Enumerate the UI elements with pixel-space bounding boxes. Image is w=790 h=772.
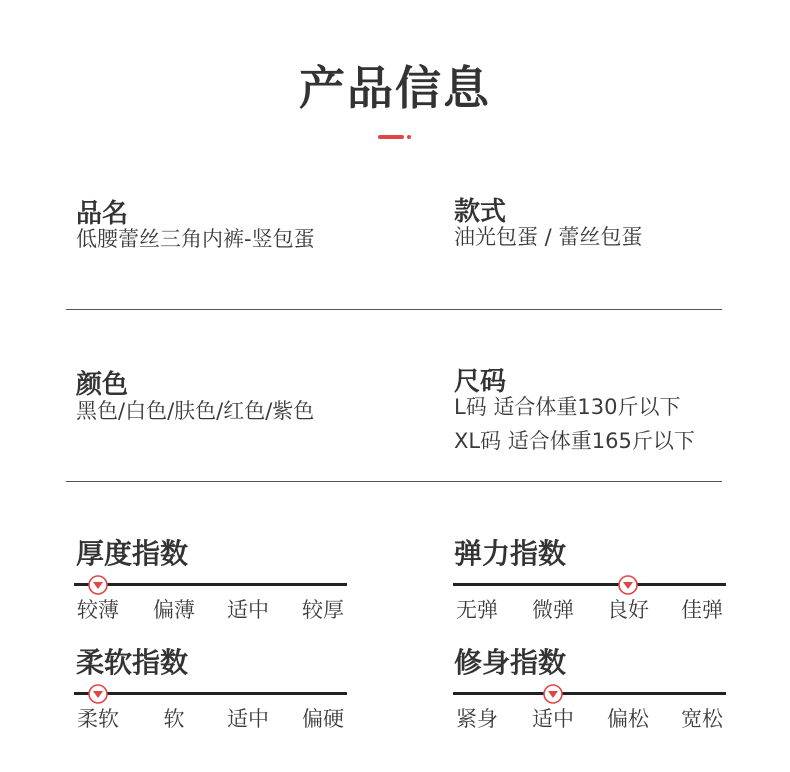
elasticity-index-bar bbox=[453, 583, 726, 586]
style-label: 款式 bbox=[454, 197, 507, 227]
size-value-l: L码 适合体重130斤以下 bbox=[454, 395, 681, 419]
softness-option: 软 bbox=[163, 707, 185, 731]
elasticity-option: 无弹 bbox=[456, 598, 498, 622]
elasticity-option: 良好 bbox=[607, 598, 649, 622]
thickness-option: 较厚 bbox=[302, 598, 344, 622]
thickness-option: 较薄 bbox=[77, 598, 119, 622]
softness-option: 偏硬 bbox=[302, 707, 344, 731]
check-marker-icon bbox=[88, 684, 108, 704]
check-marker-icon bbox=[88, 575, 108, 595]
product-name-value: 低腰蕾丝三角内裤-竖包蛋 bbox=[76, 227, 315, 251]
color-value: 黑色/白色/肤色/红色/紫色 bbox=[76, 399, 315, 423]
title-underline-dot bbox=[407, 135, 411, 139]
elasticity-option: 微弹 bbox=[532, 598, 574, 622]
fit-option: 偏松 bbox=[607, 707, 649, 731]
fit-option: 紧身 bbox=[456, 707, 498, 731]
fit-index-title: 修身指数 bbox=[454, 646, 567, 679]
fit-index-bar bbox=[453, 692, 726, 695]
title-underline-accent bbox=[378, 135, 404, 139]
softness-option: 柔软 bbox=[77, 707, 119, 731]
elasticity-index-title: 弹力指数 bbox=[454, 537, 567, 570]
section-divider bbox=[66, 481, 722, 482]
size-label: 尺码 bbox=[454, 367, 507, 397]
check-marker-icon bbox=[543, 684, 563, 704]
fit-option: 适中 bbox=[532, 707, 574, 731]
style-value: 油光包蛋 / 蕾丝包蛋 bbox=[454, 225, 643, 249]
softness-index-bar bbox=[74, 692, 347, 695]
thickness-option: 适中 bbox=[227, 598, 269, 622]
section-divider bbox=[66, 309, 722, 310]
thickness-index-bar bbox=[74, 583, 347, 586]
softness-index-title: 柔软指数 bbox=[76, 646, 189, 679]
size-value-xl: XL码 适合体重165斤以下 bbox=[454, 429, 695, 453]
product-name-label: 品名 bbox=[76, 199, 129, 229]
fit-option: 宽松 bbox=[681, 707, 723, 731]
elasticity-option: 佳弹 bbox=[681, 598, 723, 622]
page-title: 产品信息 bbox=[299, 61, 491, 115]
thickness-option: 偏薄 bbox=[153, 598, 195, 622]
check-marker-icon bbox=[618, 575, 638, 595]
color-label: 颜色 bbox=[76, 370, 129, 400]
thickness-index-title: 厚度指数 bbox=[76, 537, 189, 570]
softness-option: 适中 bbox=[227, 707, 269, 731]
